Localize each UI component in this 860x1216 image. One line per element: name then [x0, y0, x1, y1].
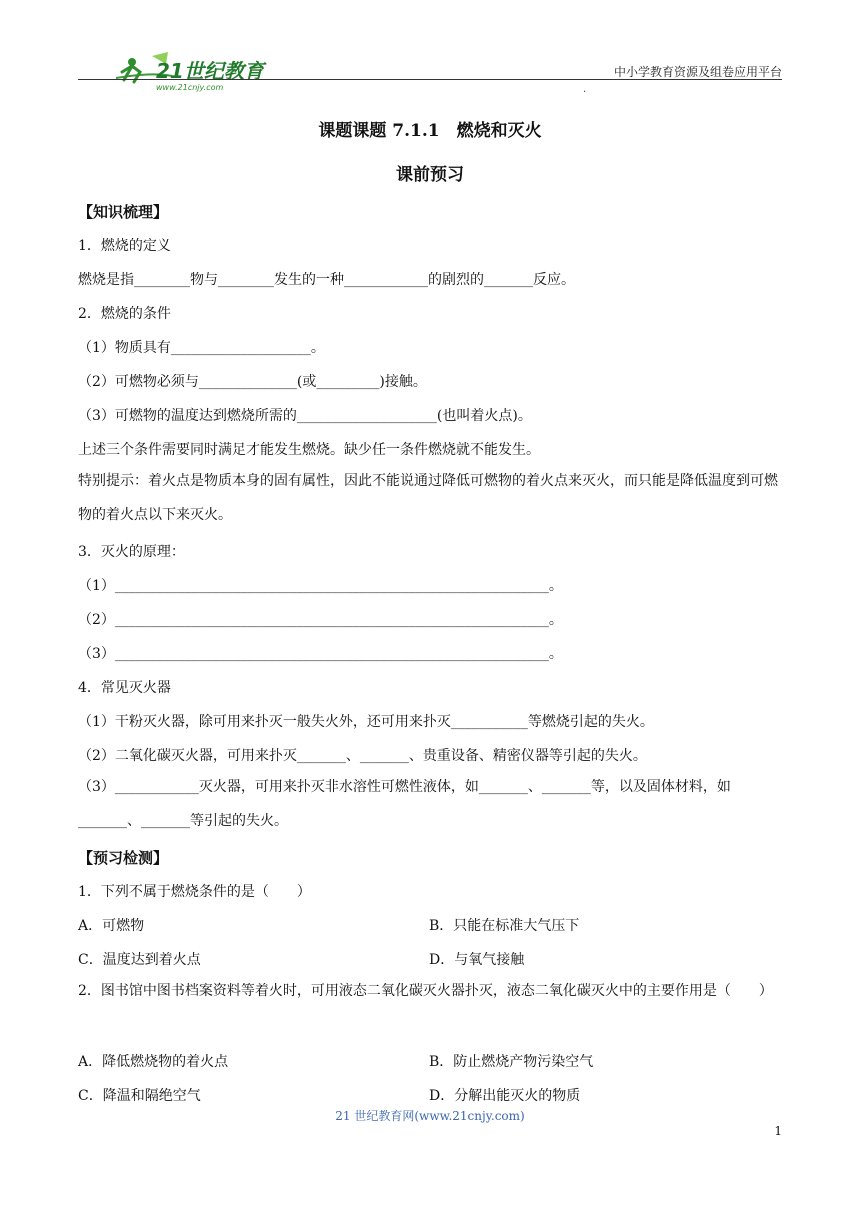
- header-dot: .: [583, 84, 587, 95]
- question-1-options-row-1: [78, 916, 784, 936]
- section-heading-check: 【预习检测】: [78, 849, 169, 867]
- item-4-heading: 4．常见灭火器: [78, 680, 171, 696]
- item-1-heading: 1．燃烧的定义: [78, 238, 171, 254]
- page-subtitle: 课前预习: [396, 165, 464, 185]
- item-4-extinguisher-2: （2）二氧化碳灭火器，可用来扑灭_______、_______、贵重设备、精密仪器等引起的失火。: [78, 748, 647, 764]
- question-2-options-row-1: [78, 1052, 784, 1072]
- q2-option-b: B．防止燃烧产物污染空气: [429, 1054, 594, 1070]
- item-1-text: 燃烧是指________物与________发生的一种____________的剧烈的_______反应。: [78, 272, 575, 288]
- item-2-condition-3: （3）可燃物的温度达到燃烧所需的____________________(也叫着火点)。: [78, 408, 532, 424]
- question-1-options-row-2: [78, 950, 784, 970]
- header-rule: [78, 79, 782, 80]
- q2-option-d: D．分解出能灭火的物质: [429, 1088, 581, 1104]
- svg-text:www.21cnjy.com: www.21cnjy.com: [156, 83, 224, 92]
- q2-option-a: A．降低燃烧物的着火点: [78, 1054, 229, 1070]
- svg-text:21世纪教育: 21世纪教育: [156, 59, 264, 83]
- q1-option-a: A．可燃物: [78, 918, 145, 934]
- logo-21cnjy: [112, 50, 282, 94]
- footer-source: 21 世纪教育网(www.21cnjy.com): [335, 1109, 525, 1123]
- item-3-principle-3: （3）______________________________________________________________。: [78, 646, 563, 662]
- q1-option-d: D．与氧气接触: [429, 952, 525, 968]
- page-number: 1: [774, 1124, 782, 1138]
- q1-option-c: C．温度达到着火点: [78, 952, 201, 968]
- conditions-note: 上述三个条件需要同时满足才能发生燃烧。缺少任一条件燃烧就不能发生。: [78, 442, 540, 458]
- item-3-principle-2: （2）______________________________________________________________。: [78, 612, 563, 628]
- q1-option-b: B．只能在标准大气压下: [429, 918, 580, 934]
- q2-option-c: C．降温和隔绝空气: [78, 1088, 201, 1104]
- question-2: 2．图书馆中图书档案资料等着火时，可用液态二氧化碳灭火器扑灭，液态二氧化碳灭火中的主要作用是（ ）: [78, 983, 773, 999]
- question-1: 1．下列不属于燃烧条件的是（ ）: [78, 884, 311, 900]
- item-3-heading: 3．灭火的原理：: [78, 544, 185, 560]
- item-2-condition-1: （1）物质具有____________________。: [78, 340, 325, 356]
- header-platform-text: 中小学教育资源及组卷应用平台: [613, 65, 782, 79]
- question-2-options-row-2: [78, 1086, 784, 1106]
- item-4-extinguisher-3: （3）____________灭火器，可用来扑灭非水溶性可燃性液体，如_______、_______等，以及固体材料，如_______、_______等引起的失火。: [78, 779, 731, 829]
- item-3-principle-1: （1）______________________________________________________________。: [78, 578, 563, 594]
- section-heading-knowledge: 【知识梳理】: [78, 203, 169, 221]
- item-2-condition-2: （2）可燃物必须与______________(或_________)接触。: [78, 374, 427, 390]
- special-tip: 特别提示：着火点是物质本身的固有属性，因此不能说通过降低可燃物的着火点来灭火，而只能是降低温度到可燃物的着火点以下来灭火。: [78, 473, 778, 523]
- item-2-heading: 2．燃烧的条件: [78, 306, 171, 322]
- page-title: 课题课题 7.1.1 燃烧和灭火: [318, 121, 542, 141]
- item-4-extinguisher-1: （1）干粉灭火器，除可用来扑灭一般失火外，还可用来扑灭___________等燃烧引起的失火。: [78, 714, 654, 730]
